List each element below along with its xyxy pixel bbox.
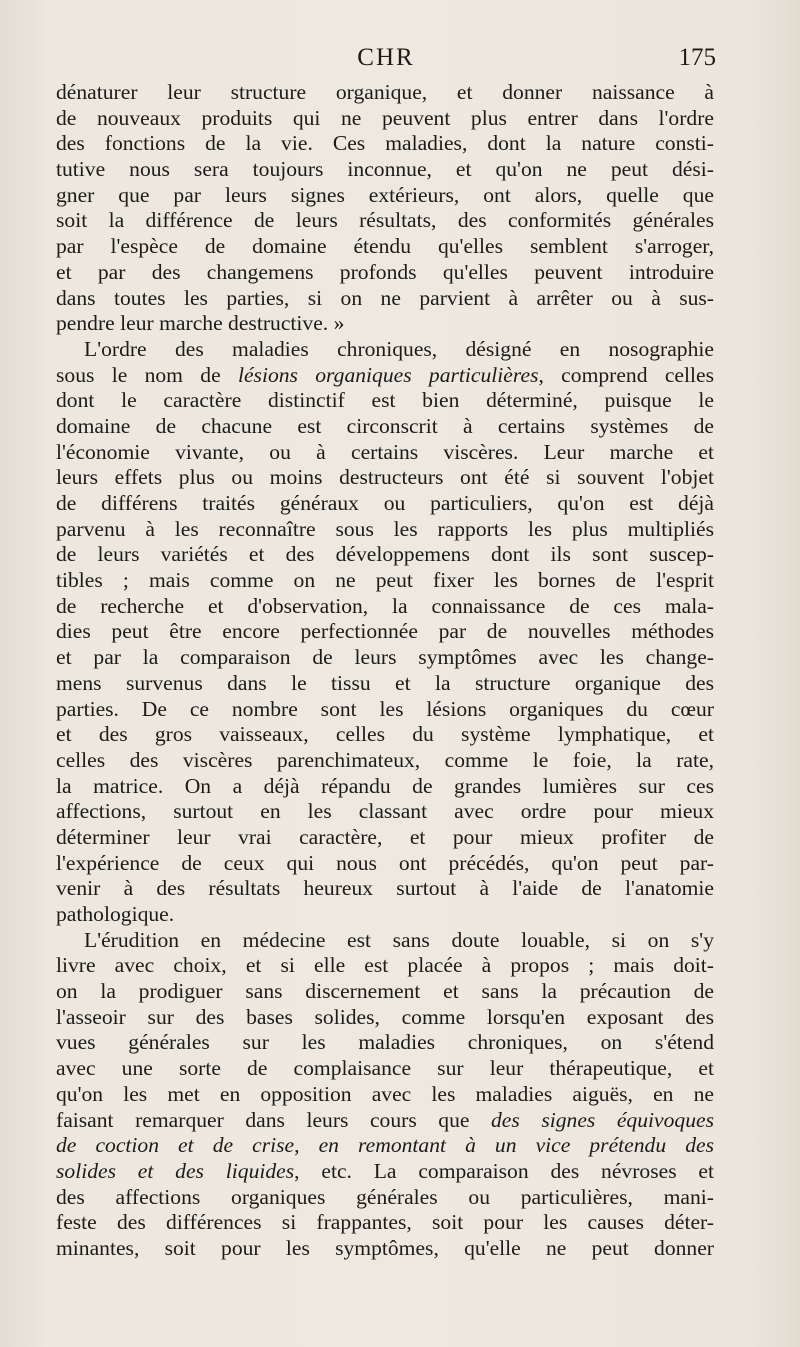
text-segment: , comprend celles xyxy=(538,362,714,387)
text-line: avec une sorte de complaisance sur leur thérapeutique, et xyxy=(56,1056,714,1081)
text-line: par l'espèce de domaine étendu qu'elles semblent s'arroger, xyxy=(56,234,714,259)
text-line: des affections organiques générales ou particulières, mani- xyxy=(56,1184,714,1209)
text-line: vues générales sur les maladies chroniques, on s'étend xyxy=(56,1030,714,1055)
body-text xyxy=(56,80,714,1262)
text-segment: , xyxy=(294,1133,319,1158)
text-line: livre avec choix, et si elle est placée à propos ; mais doit- xyxy=(56,953,714,978)
italic-segment: lésions organiques particulières xyxy=(237,362,539,387)
text-segment: sous le nom de xyxy=(56,362,238,387)
text-line: tibles ; mais comme on ne peut fixer les bornes de l'esprit xyxy=(56,568,714,593)
text-segment: , etc. La comparaison des névroses et xyxy=(294,1158,714,1183)
text-line: qu'on les met en opposition avec les maladies aiguës, en ne xyxy=(56,1081,714,1106)
italic-segment: des signes équivoques xyxy=(491,1107,714,1132)
text-line: celles des viscères parenchimateux, comme le foie, la rate, xyxy=(56,747,714,772)
text-line: feste des différences si frappantes, soit pour les causes déter- xyxy=(56,1210,714,1235)
text-line: l'asseoir sur des bases solides, comme lorsqu'en exposant des xyxy=(56,1004,714,1029)
italic-segment: de coction et de crise xyxy=(56,1133,295,1158)
text-line: tutive nous sera toujours inconnue, et qu'on ne peut dési- xyxy=(56,157,714,182)
text-line: de leurs variétés et des développemens dont ils sont suscep- xyxy=(56,542,714,567)
text-line: minantes, soit pour les symptômes, qu'elle ne peut donner xyxy=(56,1235,714,1260)
text-line: parties. De ce nombre sont les lésions organiques du cœur xyxy=(56,696,714,721)
text-line: pendre leur marche destructive. » xyxy=(56,311,345,336)
text-line xyxy=(56,337,714,363)
page-number: 175 xyxy=(678,44,716,71)
text-line: pathologique. xyxy=(56,902,175,926)
text-line: leurs effets plus ou moins destructeurs ont été si souvent l'objet xyxy=(56,465,714,490)
text-line: et par des changemens profonds qu'elles peuvent introduire xyxy=(56,259,714,284)
text-line xyxy=(56,1159,714,1185)
text-line: parvenu à les reconnaître sous les rapports les plus multipliés xyxy=(56,516,714,541)
text-line: on la prodiguer sans discernement et sans la précaution de xyxy=(56,979,714,1004)
text-line: affections, surtout en les classant avec ordre pour mieux xyxy=(56,799,714,824)
text-line: gner que par leurs signes extérieurs, ont alors, quelle que xyxy=(56,182,714,207)
text-line: et des gros vaisseaux, celles du système lymphatique, et xyxy=(56,722,714,747)
text-line: dénaturer leur structure organique, et donner naissance à xyxy=(56,80,714,104)
text-line: dont le caractère distinctif est bien déterminé, puisque le xyxy=(56,388,714,413)
text-line: de différens traités généraux ou particuliers, qu'on est déjà xyxy=(56,491,714,515)
text-line: la matrice. On a déjà répandu de grandes lumières sur ces xyxy=(56,773,714,798)
text-segment: faisant remarquer dans leurs cours que xyxy=(56,1107,491,1132)
page-header xyxy=(56,44,716,78)
text-line: soit la différence de leurs résultats, des conformités générales xyxy=(56,208,714,233)
text-line: de nouveaux produits qui ne peuvent plus entrer dans l'ordre xyxy=(56,105,714,130)
text-line xyxy=(56,928,714,954)
text-segment: L'ordre des maladies chroniques, désigné en nosographie xyxy=(84,336,714,361)
text-line: l'économie vivante, ou à certains viscères. Leur marche et xyxy=(56,439,714,464)
text-line: venir à des résultats heureux surtout à l'aide de l'anatomie xyxy=(56,876,714,901)
text-segment: L'érudition en médecine est sans doute louable, si on s'y xyxy=(84,927,714,952)
text-line: domaine de chacune est circonscrit à certains systèmes de xyxy=(56,413,714,438)
text-line xyxy=(56,1108,714,1134)
running-head: CHR xyxy=(357,44,415,71)
text-line xyxy=(56,1133,714,1159)
italic-segment: solides et des liquides xyxy=(56,1158,295,1183)
text-line: des fonctions de la vie. Ces maladies, dont la nature consti- xyxy=(56,131,714,156)
text-line: l'expérience de ceux qui nous ont précédés, qu'on peut par- xyxy=(56,850,714,875)
text-line: et par la comparaison de leurs symptômes avec les change- xyxy=(56,645,714,670)
text-line: déterminer leur vrai caractère, et pour mieux profiter de xyxy=(56,824,714,849)
italic-segment: en remontant à un vice prétendu des xyxy=(318,1133,714,1158)
text-line: dans toutes les parties, si on ne parvient à arrêter ou à sus- xyxy=(56,285,714,310)
text-line: mens survenus dans le tissu et la structure organique des xyxy=(56,670,714,695)
text-line: dies peut être encore perfectionnée par de nouvelles méthodes xyxy=(56,619,714,644)
text-line xyxy=(56,363,714,389)
text-line: de recherche et d'observation, la connaissance de ces mala- xyxy=(56,593,714,618)
